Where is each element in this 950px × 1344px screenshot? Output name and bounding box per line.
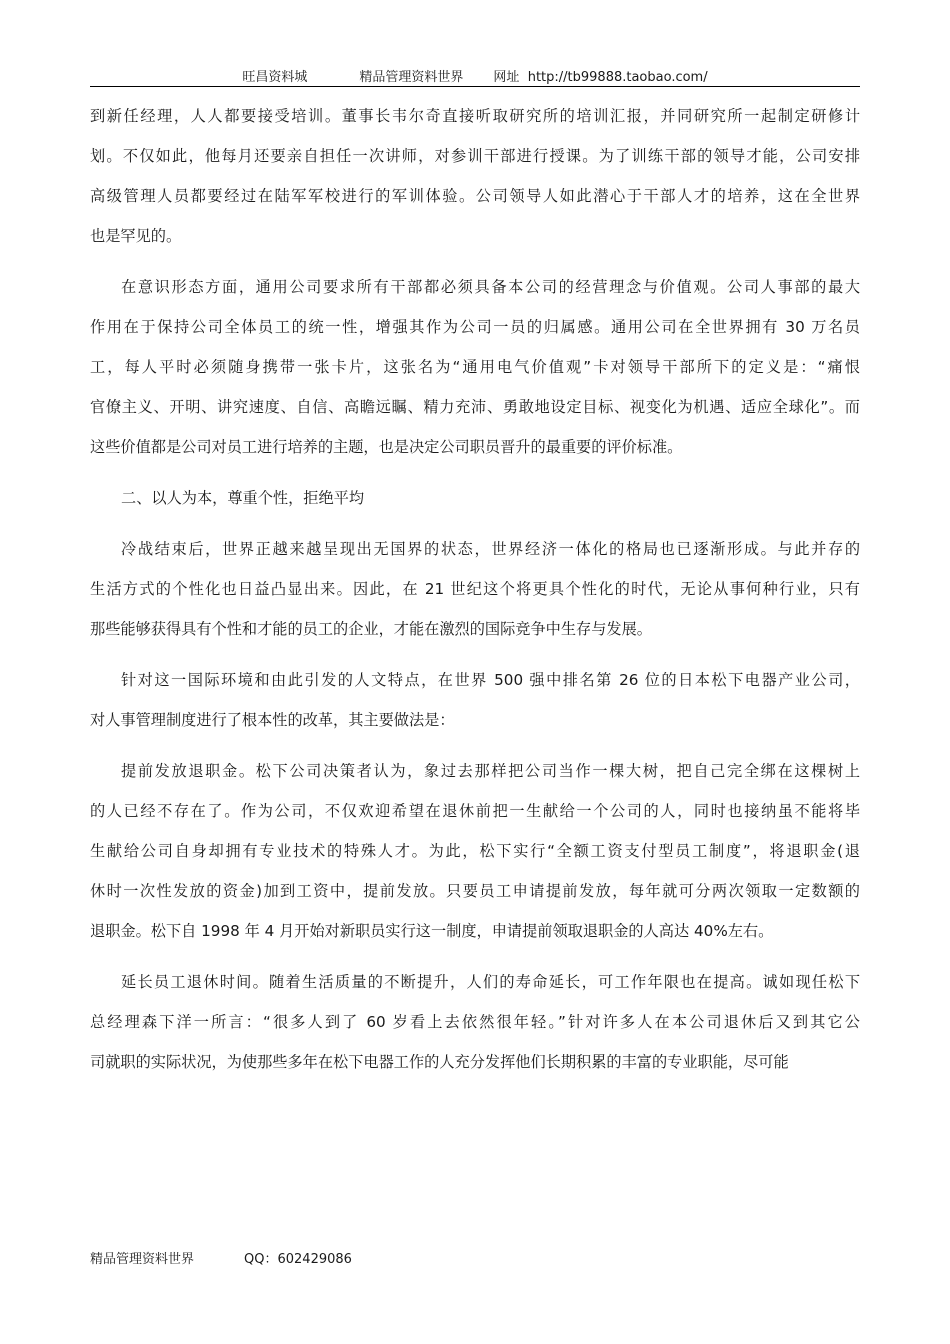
- paragraph-gap: [90, 467, 860, 478]
- paragraph-gap: [90, 951, 860, 962]
- text-line: 司就职的实际状况，为使那些多年在松下电器工作的人充分发挥他们长期积累的丰富的专业职能，尽可能: [90, 1053, 789, 1071]
- text-line: 休时一次性发放的资金)加到工资中，提前发放。只要员工申请提前发放，每年就可分两次领取一定数额的: [90, 882, 860, 900]
- header-rule: [90, 86, 860, 87]
- text-line: 二、以人为本，尊重个性，拒绝平均: [121, 489, 364, 507]
- paragraph-gap: [90, 518, 860, 529]
- header-url-link[interactable]: http://tb99888.taobao.com/: [527, 70, 708, 85]
- paragraph: [90, 267, 860, 467]
- paragraph: [90, 660, 860, 740]
- paragraph: [90, 751, 860, 951]
- text-line: 那些能够获得具有个性和才能的员工的企业，才能在激烈的国际竞争中生存与发展。: [90, 620, 652, 638]
- text-line: 工，每人平时必须随身携带一张卡片，这张名为“通用电气价值观”卡对领导干部所下的定义是：“痛恨: [90, 358, 860, 376]
- text-line: 作用在于保持公司全体员工的统一性，增强其作为公司一员的归属感。通用公司在全世界拥有 30 万名员: [90, 318, 860, 336]
- text-line: 针对这一国际环境和由此引发的人文特点，在世界 500 强中排名第 26 位的日本松下电器产业公司，: [121, 671, 860, 689]
- footer-qq: QQ：602429086: [244, 1252, 352, 1267]
- header-url-label: 网址: [493, 70, 520, 85]
- text-line: 这些价值都是公司对员工进行培养的主题，也是决定公司职员晋升的最重要的评价标准。: [90, 438, 683, 456]
- text-line: 生献给公司自身却拥有专业技术的特殊人才。为此，松下实行“全额工资支付型员工制度”，将退职金(退: [90, 842, 860, 860]
- text-line: 退职金。松下自 1998 年 4 月开始对新职员实行这一制度，申请提前领取退职金的人高达 40%左右。: [90, 922, 774, 940]
- text-line: 的人已经不存在了。作为公司，不仅欢迎希望在退休前把一生献给一个公司的人，同时也接纳虽不能将毕: [90, 802, 860, 820]
- page-footer: [90, 1248, 352, 1267]
- paragraph: [90, 96, 860, 256]
- text-line: 在意识形态方面，通用公司要求所有干部都必须具备本公司的经营理念与价值观。公司人事部的最大: [121, 278, 860, 296]
- paragraph-gap: [90, 649, 860, 660]
- text-line: 总经理森下洋一所言：“很多人到了 60 岁看上去依然很年轻。”针对许多人在本公司退休后又到其它公: [90, 1013, 860, 1031]
- text-line: 冷战结束后，世界正越来越呈现出无国界的状态，世界经济一体化的格局也已逐渐形成。与此并存的: [121, 540, 860, 558]
- header-store-name: 旺昌资料城: [242, 70, 308, 85]
- paragraph: [90, 478, 860, 518]
- header-site-name: 精品管理资料世界: [359, 70, 464, 85]
- text-line: 对人事管理制度进行了根本性的改革，其主要做法是：: [90, 711, 455, 729]
- text-line: 延长员工退休时间。随着生活质量的不断提升，人们的寿命延长，可工作年限也在提高。诚如现任松下: [121, 973, 860, 991]
- text-line: 生活方式的个性化也日益凸显出来。因此，在 21 世纪这个将更具个性化的时代，无论从事何种行业，只有: [90, 580, 860, 598]
- text-line: 到新任经理，人人都要接受培训。董事长韦尔奇直接听取研究所的培训汇报，并同研究所一起制定研修计: [90, 107, 860, 125]
- text-line: 也是罕见的。: [90, 227, 182, 245]
- paragraph-gap: [90, 740, 860, 751]
- text-line: 官僚主义、开明、讲究速度、自信、高瞻远瞩、精力充沛、勇敢地设定目标、视变化为机遇、适应全球化”。而: [90, 398, 860, 416]
- document-body: [90, 96, 860, 1082]
- text-line: 提前发放退职金。松下公司决策者认为，象过去那样把公司当作一棵大树，把自己完全绑在这棵树上: [121, 762, 860, 780]
- paragraph: [90, 962, 860, 1082]
- page-header: [90, 66, 860, 86]
- paragraph: [90, 529, 860, 649]
- footer-site-name: 精品管理资料世界: [90, 1252, 195, 1267]
- text-line: 高级管理人员都要经过在陆军军校进行的军训体验。公司领导人如此潜心于干部人才的培养，这在全世界: [90, 187, 860, 205]
- text-line: 划。不仅如此，他每月还要亲自担任一次讲师，对参训干部进行授课。为了训练干部的领导才能，公司安排: [90, 147, 860, 165]
- paragraph-gap: [90, 256, 860, 267]
